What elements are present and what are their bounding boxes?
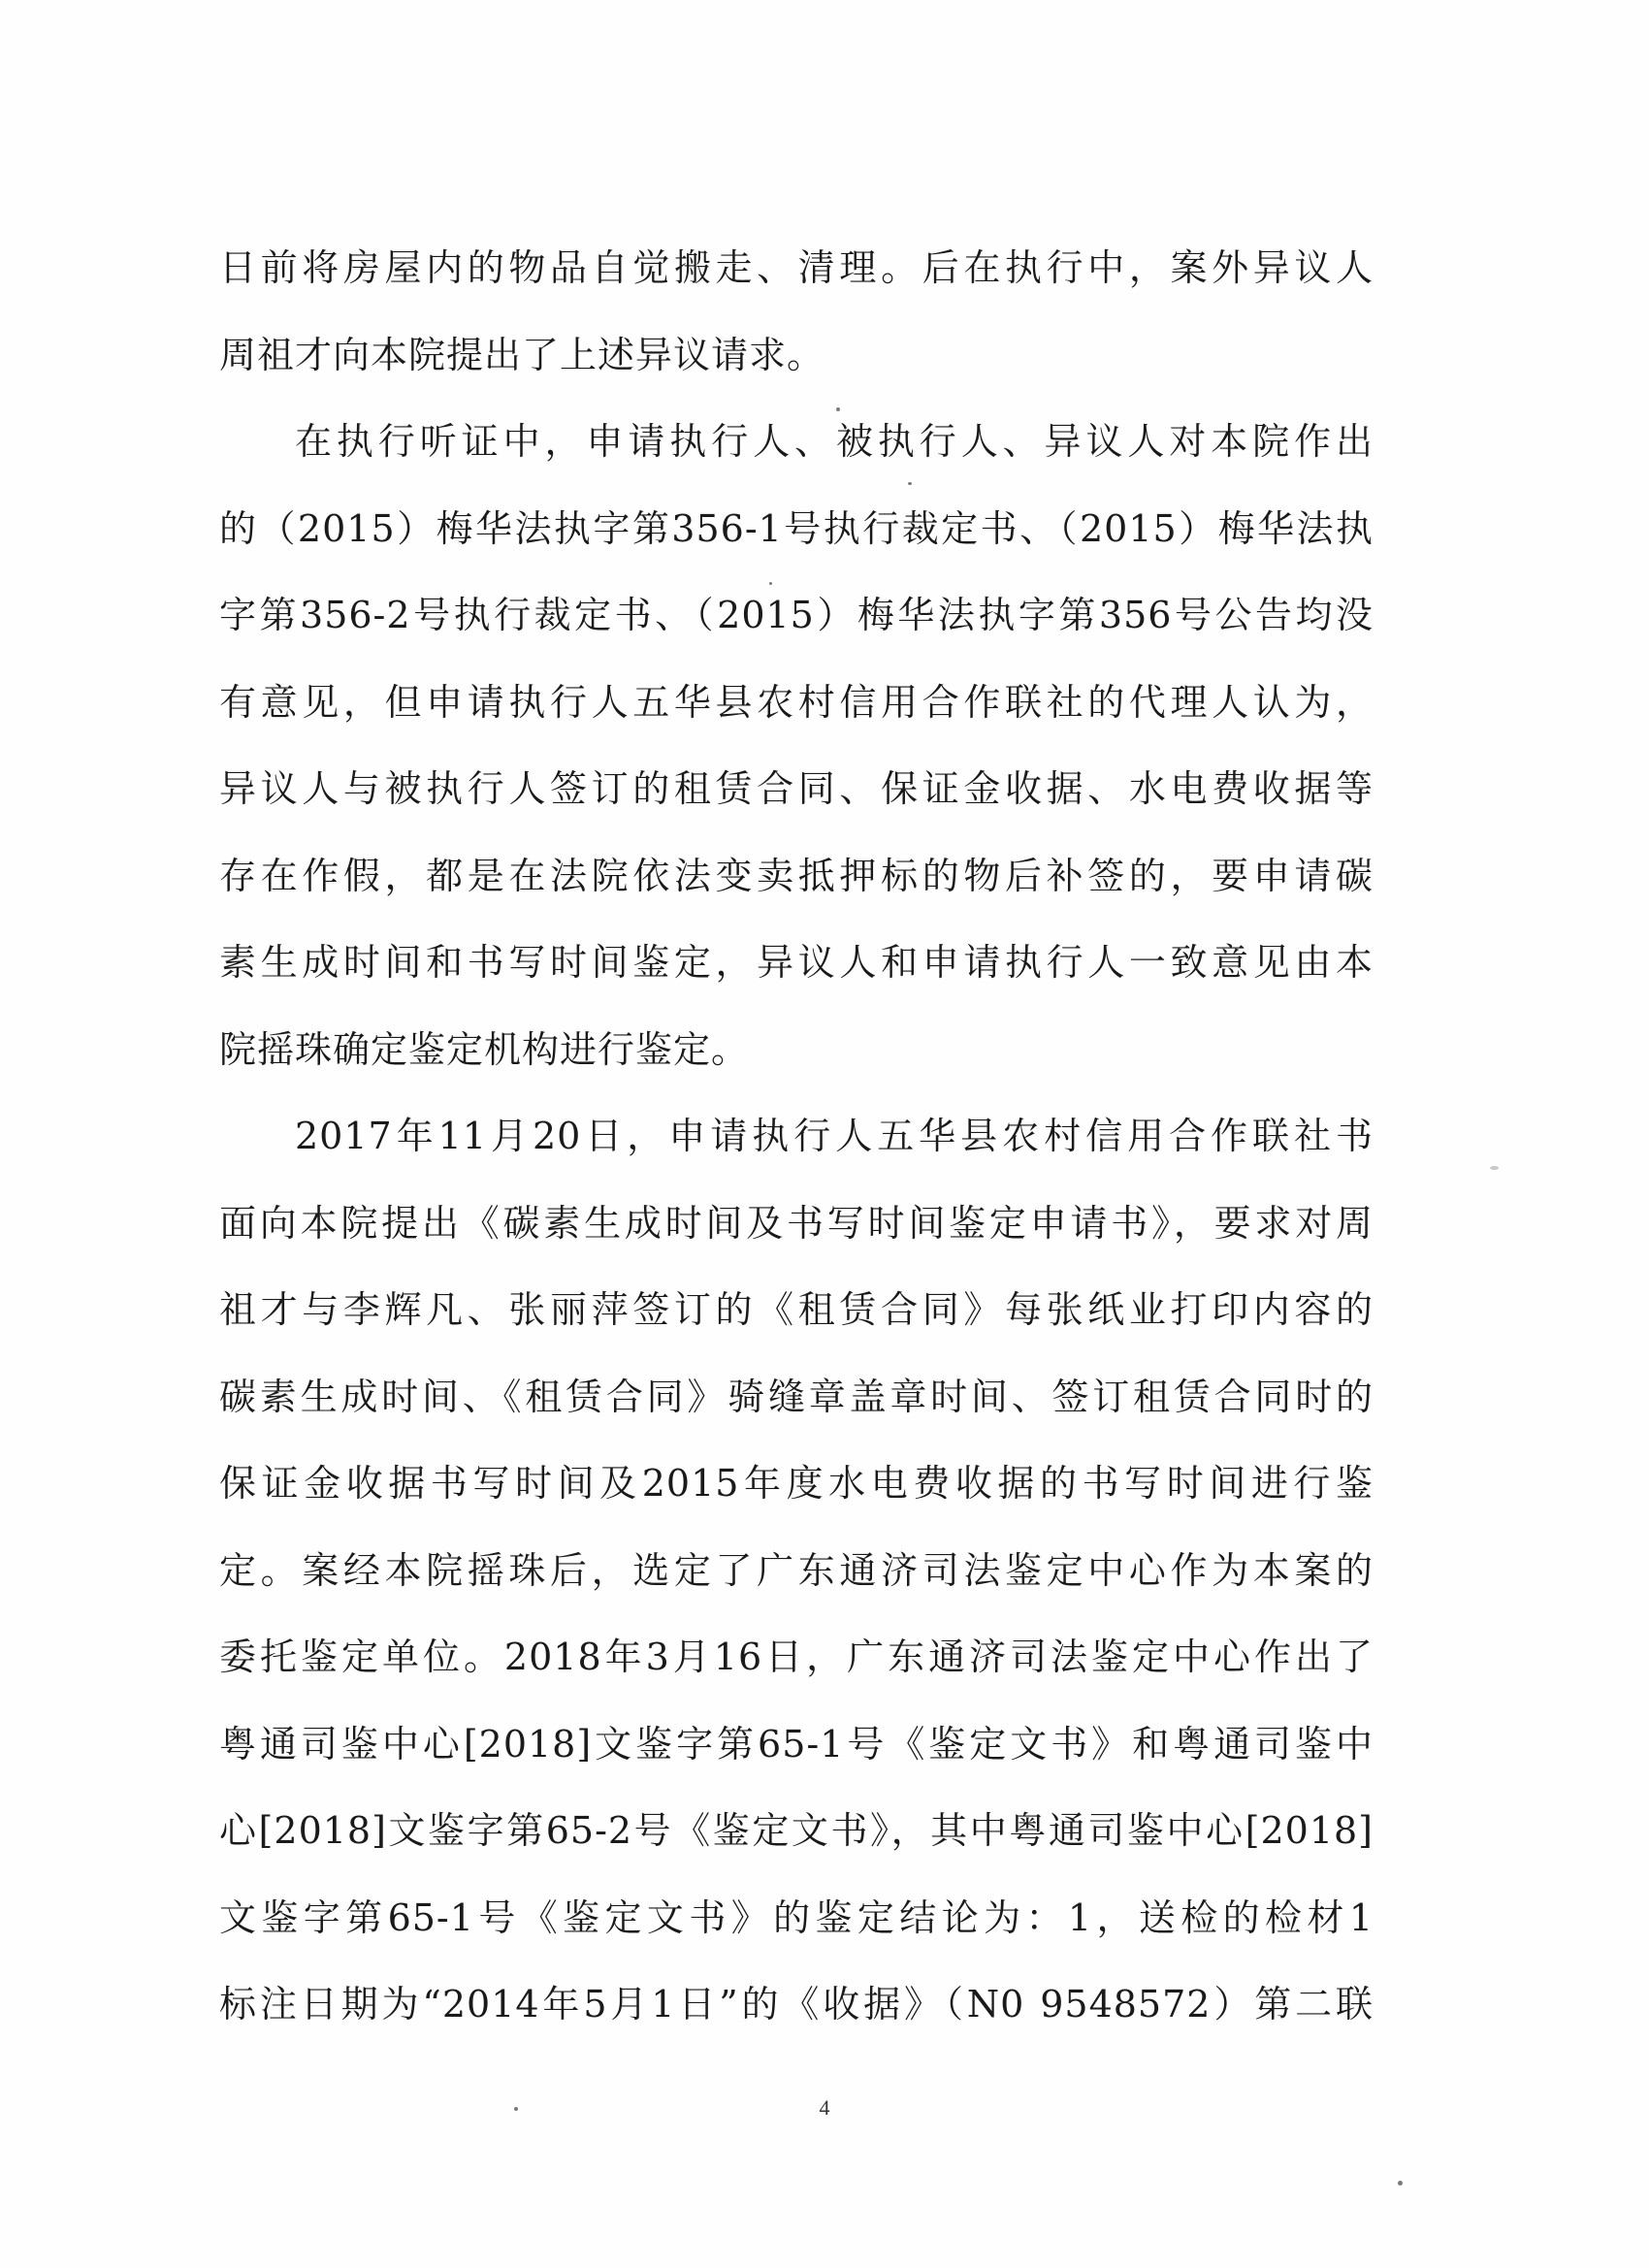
scan-speck (836, 407, 840, 411)
paragraph-start-line: 在执行听证中，申请执行人、被执行人、异议人对本院作出 (295, 420, 1374, 463)
scan-speck (769, 582, 772, 585)
text-line: 存在作假，都是在法院依法变卖抵押标的物后补签的，要申请碳 (219, 854, 1374, 897)
text-line: 院摇珠确定鉴定机构进行鉴定。 (219, 1027, 750, 1071)
page-number: 4 (819, 2095, 830, 2120)
scan-speck (1490, 1166, 1499, 1170)
text-line: 粤通司鉴中心[2018]文鉴字第65-1号《鉴定文书》和粤通司鉴中 (219, 1722, 1374, 1766)
scan-speck (908, 482, 912, 485)
body-text (219, 225, 1374, 2049)
text-line: 周祖才向本院提出了上述异议请求。 (219, 333, 825, 376)
paragraph-start-line: 2017年11月20日，申请执行人五华县农村信用合作联社书 (295, 1115, 1374, 1157)
text-line: 委托鉴定单位。2018年3月16日，广东通济司法鉴定中心作出了 (219, 1636, 1374, 1678)
text-line: 定。案经本院摇珠后，选定了广东通济司法鉴定中心作为本案的 (219, 1548, 1374, 1592)
text-line: 字第356-2号执行裁定书、（2015）梅华法执字第356号公告均没 (219, 594, 1374, 636)
text-line: 保证金收据书写时间及2015年度水电费收据的书写时间进行鉴 (219, 1462, 1374, 1505)
text-line: 异议人与被执行人签订的租赁合同、保证金收据、水电费收据等 (219, 767, 1374, 810)
scan-speck (514, 2107, 518, 2111)
scan-speck (1398, 2181, 1403, 2186)
text-line: 标注日期为“2014年5月1日”的《收据》（N0 9548572）第二联 (219, 1983, 1374, 2025)
text-line: 面向本院提出《碳素生成时间及书写时间鉴定申请书》，要求对周 (219, 1201, 1374, 1245)
text-line: 祖才与李辉凡、张丽萍签订的《租赁合同》每张纸业打印内容的 (219, 1288, 1374, 1331)
text-line: 的（2015）梅华法执字第356-1号执行裁定书、（2015）梅华法执 (219, 506, 1374, 550)
text-line: 素生成时间和书写时间鉴定，异议人和申请执行人一致意见由本 (219, 941, 1374, 984)
text-line: 日前将房屋内的物品自觉搬走、清理。后在执行中，案外异议人 (219, 246, 1374, 289)
text-line: 心[2018]文鉴字第65-2号《鉴定文书》，其中粤通司鉴中心[2018] (219, 1809, 1374, 1852)
text-line: 碳素生成时间、《租赁合同》骑缝章盖章时间、签订租赁合同时的 (219, 1375, 1374, 1418)
text-line: 有意见，但申请执行人五华县农村信用合作联社的代理人认为， (219, 680, 1374, 724)
text-line: 文鉴字第65-1号《鉴定文书》的鉴定结论为：1，送检的检材1 (219, 1895, 1374, 1939)
